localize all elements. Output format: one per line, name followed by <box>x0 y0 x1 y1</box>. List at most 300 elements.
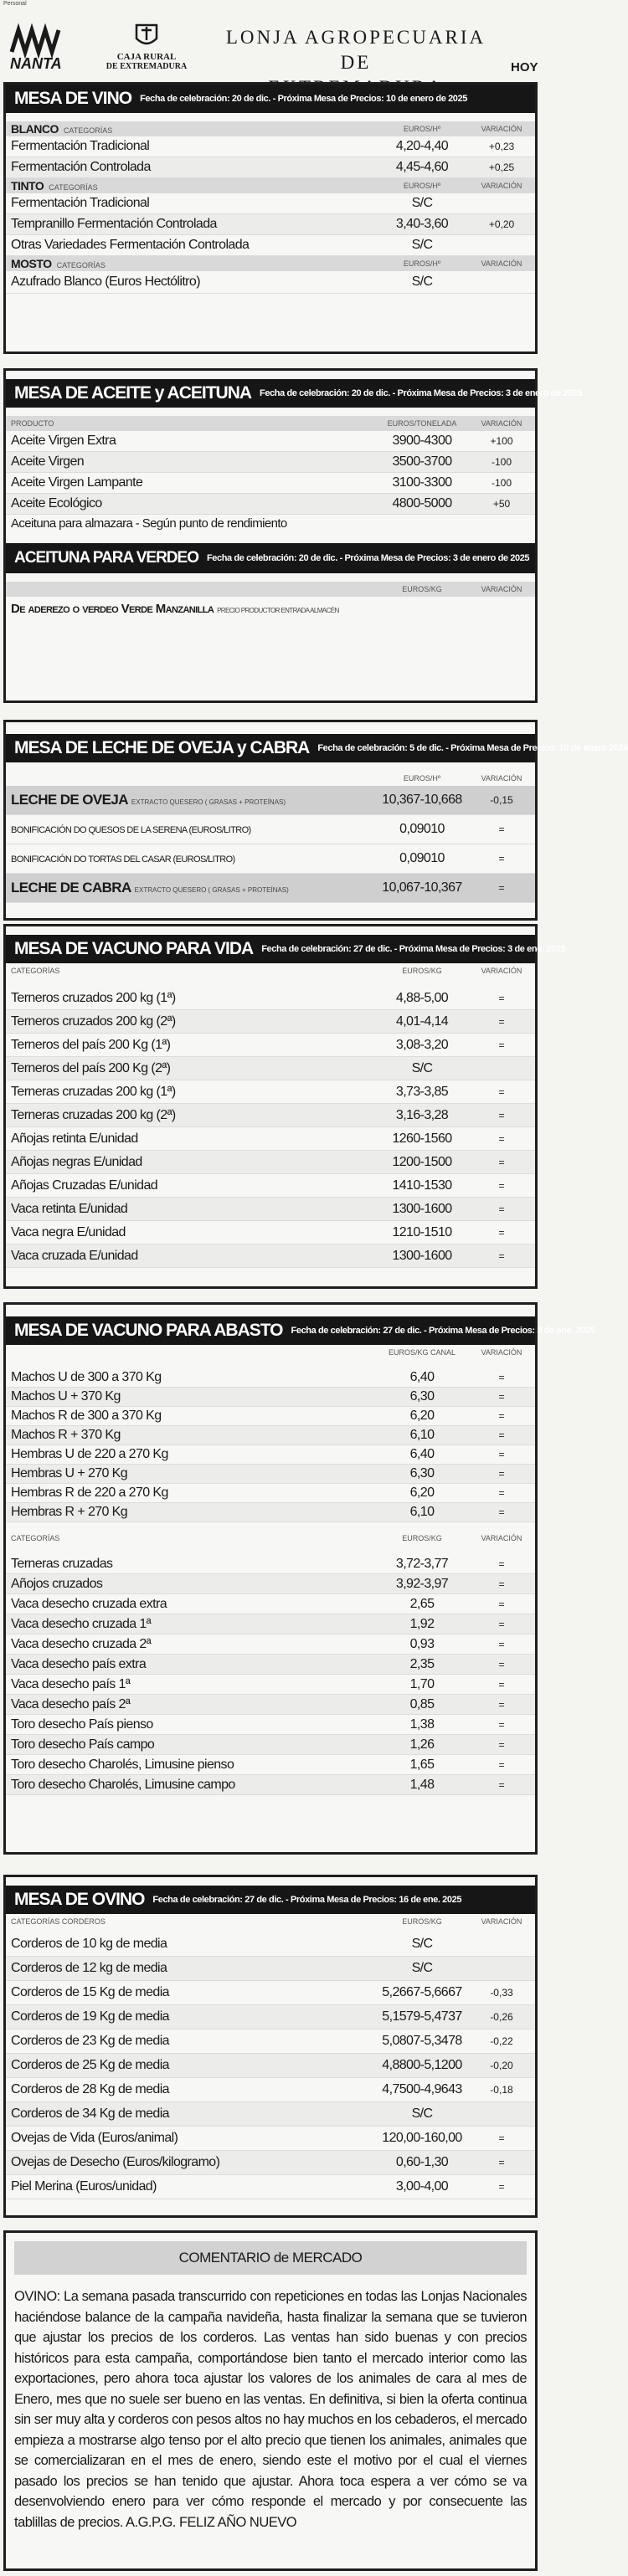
row-name: Ovejas de Vida (Euros/animal) <box>11 2131 178 2145</box>
row-name: Machos R de 300 a 370 Kg <box>11 1409 162 1423</box>
row-variation: = <box>498 1487 505 1499</box>
variation: = <box>498 824 505 835</box>
row-variation: = <box>498 1039 505 1051</box>
table-row <box>6 136 535 157</box>
row-name: Vaca desecho cruzada 2ª <box>11 1636 152 1651</box>
comment-text: OVINO: La semana pasada transcurrido con repeticiones en todas las Lonjas Nacionales haciéndose balance de la campaña navideña, hasta finalizar la semana que se tuvieron que ajustar los precios de los corderos. Las ventas han sido buenas y con precios históricos para esta campaña, comportándose bien tanto el mercado interior como las exportaciones, pero ahora toca ajustar los valores de los animales de cara al mes de Enero, mes que no suele ser bueno en las ventas. En definitiva, si bien la oferta continua sin ser muy alta y corderos con pesos altos no hay muchos en los cebaderos, el mercado empieza a mostrarse algo tenso por el alto precio que tienen los animales, animales que se comercializaran en el mes de enero, siendo este el motivo por el cual el viernes pasado los precios se han tenido que ajustar. Ahora toca espera a ver cómo se va desenvolviendo enero para ver cómo responde el mercado y por consecuente las tablillas de precios. A.G.P.G. FELIZ AÑO NUEVO <box>14 2289 527 2530</box>
price: 0,09010 <box>399 822 445 836</box>
row-price: 1410-1530 <box>392 1178 452 1193</box>
section-dates: Fecha de celebración: 27 de dic. - Próxima Mesa de Precios: 16 de ene. 2025 <box>152 1895 462 1905</box>
section-bar <box>6 1316 595 1345</box>
row-variation: = <box>498 1698 505 1711</box>
row-name: Corderos de 23 Kg de media <box>11 2034 169 2048</box>
row-name: Terneros cruzados 200 kg (1ª) <box>11 990 176 1005</box>
caja-rural-logo <box>100 23 193 74</box>
row-price: 3,40-3,60 <box>395 217 449 231</box>
col-variation: VARIACIÓN <box>481 967 522 975</box>
leche-oveja-row <box>6 786 535 815</box>
row-name: Aceite Virgen <box>11 454 85 469</box>
table-row <box>6 2151 535 2175</box>
row-variation: = <box>498 1226 505 1239</box>
table-row <box>6 1634 535 1655</box>
row-price: 6,40 <box>409 1370 435 1384</box>
section-dates: Fecha de celebración: 20 de dic. - Próxima Mesa de Precios: 3 de enero de 2025 <box>260 388 583 398</box>
col-unit: EUROS/Hº <box>403 774 441 783</box>
row-price: 1260-1560 <box>392 1131 452 1146</box>
row-name: Corderos de 25 Kg de media <box>11 2058 169 2072</box>
row-name: Aceite Ecológico <box>11 496 102 511</box>
table-row <box>6 1174 535 1198</box>
row-name: Fermentación Tradicional <box>11 139 150 153</box>
row-price: S/C <box>411 238 433 252</box>
row-variation: = <box>498 992 505 1004</box>
caja-name-line2: DE EXTREMADURA <box>106 62 188 71</box>
caja-name-line1: CAJA RURAL <box>116 52 177 62</box>
row-price: 0,93 <box>409 1636 435 1651</box>
leche-torta-row <box>6 844 535 874</box>
page-label: Personal <box>3 1 27 7</box>
table-row <box>6 271 535 294</box>
row-name: Vaca cruzada E/unidad <box>11 1248 138 1263</box>
page-header <box>0 8 544 74</box>
leche-cabra-row <box>6 874 535 903</box>
row-price: 1,92 <box>409 1616 435 1631</box>
table-row <box>6 2005 535 2029</box>
row-price: 6,10 <box>409 1505 435 1519</box>
category-sub: CATEGORÍAS <box>63 126 113 135</box>
row-variation: -0,18 <box>490 2084 513 2096</box>
table-row <box>6 2029 535 2054</box>
product-note: EXTRACTO QUESERO ( GRASAS + PROTEÍNAS) <box>134 886 289 894</box>
row-variation: = <box>498 1638 505 1650</box>
category-name: MOSTO <box>11 257 52 270</box>
col-unit: EUROS/TONELADA <box>387 419 457 428</box>
category-sub: CATEGORÍAS <box>49 183 98 192</box>
row-variation: +50 <box>492 498 511 510</box>
row-price: 4,88-5,00 <box>395 990 449 1005</box>
row-name: Hembras U + 270 Kg <box>11 1466 128 1480</box>
row-variation: -100 <box>491 456 512 468</box>
variation-label: VARIACIÓN <box>481 259 522 268</box>
ovino-section <box>3 1875 538 2218</box>
section-bar <box>6 379 583 408</box>
table-row <box>6 1574 535 1594</box>
table-row <box>6 2102 535 2127</box>
table-row <box>6 1484 535 1503</box>
variation: = <box>498 853 505 865</box>
row-name: Tempranillo Fermentación Controlada <box>11 217 217 231</box>
row-price: 4,8800-5,1200 <box>382 2058 462 2072</box>
row-variation: = <box>498 1085 505 1098</box>
table-row <box>6 1445 535 1465</box>
section-dates: Fecha de celebración: 20 de dic. - Próxima Mesa de Precios: 10 de enero de 2025 <box>140 94 467 104</box>
unit-label: EUROS/Hº <box>403 125 441 133</box>
unit-label: EUROS/Hº <box>403 259 441 268</box>
row-price: 1,65 <box>409 1757 435 1772</box>
table-row <box>6 1932 535 1957</box>
row-variation: = <box>498 1738 505 1751</box>
row-name: Azufrado Blanco (Euros Hectólitro) <box>11 275 200 289</box>
row-variation: = <box>498 1132 505 1145</box>
row-variation: = <box>498 1156 505 1168</box>
row-name: Fermentación Tradicional <box>11 196 150 210</box>
vino-section <box>3 82 538 354</box>
price: 0,09010 <box>399 851 445 865</box>
col-variation: VARIACIÓN <box>481 1534 522 1542</box>
row-variation: -0,33 <box>490 1987 513 1999</box>
variation-label: VARIACIÓN <box>481 125 522 133</box>
table-row <box>6 1655 535 1675</box>
row-variation: = <box>498 1449 505 1460</box>
product-name: LECHE DE CABRA <box>11 880 131 895</box>
title-line-1: LONJA AGROPECUARIA DE <box>225 27 486 73</box>
row-variation: = <box>498 1658 505 1670</box>
table-row <box>6 1465 535 1484</box>
row-name: Machos R + 370 Kg <box>11 1428 121 1442</box>
section-title: MESA DE ACEITE y ACEITUNA <box>14 383 252 403</box>
row-price: 3100-3300 <box>392 475 452 490</box>
row-name: Aceite Virgen Extra <box>11 434 116 448</box>
table-row <box>6 1010 535 1034</box>
col-category: CATEGORÍAS <box>11 967 60 975</box>
row-name: Vaca desecho país extra <box>11 1656 147 1671</box>
row-price: 1300-1600 <box>392 1248 452 1263</box>
row-price: 6,20 <box>409 1486 435 1500</box>
table-row <box>6 2175 535 2199</box>
row-variation: = <box>498 1203 505 1215</box>
section-bar <box>6 85 535 113</box>
table-row <box>6 1503 535 1522</box>
row-variation: = <box>498 1429 505 1441</box>
row-price: 4,01-4,14 <box>395 1013 449 1029</box>
col-variation: VARIACIÓN <box>481 419 522 428</box>
row-price: 3500-3700 <box>392 454 452 469</box>
table-row <box>6 1426 535 1445</box>
column-header <box>6 771 535 786</box>
table-row <box>6 2054 535 2078</box>
row-name: Ovejas de Desecho (Euros/kilogramo) <box>11 2155 220 2169</box>
table-row <box>6 1080 535 1104</box>
product-name: BONIFICACIÓN DO QUESOS DE LA SERENA (EUROS/LITRO) <box>11 825 251 835</box>
verdeo-title: ACEITUNA PARA VERDEO <box>14 549 198 567</box>
row-price: 2,35 <box>409 1656 435 1671</box>
table-row <box>6 452 535 473</box>
section-title: MESA DE OVINO <box>14 1890 145 1909</box>
row-price: 3900-4300 <box>392 434 452 448</box>
row-variation: +0,25 <box>488 162 515 173</box>
row-name: Corderos de 34 Kg de media <box>11 2106 169 2121</box>
table-row <box>6 157 535 178</box>
row-name: Aceite Virgen Lampante <box>11 475 143 490</box>
row-variation: = <box>498 1468 505 1480</box>
row-name: Vaca desecho país 1ª <box>11 1676 131 1691</box>
row-name: Terneros del país 200 Kg (1ª) <box>11 1037 171 1052</box>
table-row <box>6 235 535 256</box>
row-variation: = <box>498 1372 505 1383</box>
row-variation: = <box>498 2132 505 2144</box>
table-row <box>6 1715 535 1735</box>
column-header <box>6 582 535 597</box>
leche-section <box>3 720 628 921</box>
row-variation: -0,20 <box>490 2060 513 2071</box>
col-variation: VARIACIÓN <box>481 585 522 593</box>
row-name: Corderos de 12 kg de media <box>11 1961 167 1975</box>
row-name: Terneras cruzadas 200 kg (2ª) <box>11 1107 176 1122</box>
row-variation: = <box>498 1598 505 1610</box>
category-header <box>6 256 535 271</box>
table-row <box>6 214 535 235</box>
table-row <box>6 1775 535 1795</box>
leche-serena-row <box>6 815 535 844</box>
row-price: 6,20 <box>409 1409 435 1423</box>
row-name: Corderos de 19 Kg de media <box>11 2009 169 2024</box>
row-name: Machos U de 300 a 370 Kg <box>11 1370 162 1384</box>
product-name: BONIFICACIÓN DO TORTAS DEL CASAR (EUROS/LITRO) <box>11 854 235 865</box>
section-title: MESA DE LECHE DE OVEJA y CABRA <box>14 738 310 757</box>
row-name: Vaca desecho cruzada 1ª <box>11 1616 152 1631</box>
unit-label: EUROS/Hº <box>403 182 441 190</box>
vacuno-abasto-section <box>3 1302 595 1855</box>
row-name: Añojos cruzados <box>11 1576 103 1591</box>
row-variation: = <box>498 1718 505 1731</box>
row-price: 1300-1600 <box>392 1201 452 1216</box>
row-price: 1,70 <box>409 1676 435 1691</box>
table-row <box>6 1594 535 1614</box>
product-name: LECHE DE OVEJA <box>11 792 128 808</box>
table-row <box>6 1981 535 2005</box>
column-header <box>6 1345 535 1360</box>
category-header <box>6 178 535 193</box>
col-unit: EUROS/KG <box>402 967 442 975</box>
row-price: 4,20-4,40 <box>395 139 449 153</box>
row-name: Otras Variedades Fermentación Controlada <box>11 238 250 252</box>
row-name: Toro desecho País pienso <box>11 1716 153 1732</box>
variation-label: VARIACIÓN <box>481 182 522 190</box>
category-sub: CATEGORÍAS <box>56 261 106 269</box>
row-price: 3,16-3,28 <box>395 1107 449 1122</box>
table-row <box>6 1695 535 1715</box>
col-unit: EUROS/KG <box>402 1917 442 1926</box>
table-row <box>6 473 535 494</box>
day-label: HOY <box>511 60 538 74</box>
category-header <box>6 121 535 136</box>
row-name: Toro desecho Charolés, Limusine pienso <box>11 1757 234 1772</box>
variation: = <box>498 882 505 894</box>
row-price: 6,30 <box>409 1466 435 1480</box>
row-variation: = <box>498 1410 505 1422</box>
verdeo-note: PRECIO PRODUCTOR ENTRADA ALMACÉN <box>217 607 339 614</box>
row-name: Añojas retinta E/unidad <box>11 1131 138 1146</box>
row-name: Toro desecho Charolés, Limusine campo <box>11 1777 235 1792</box>
section-dates: Fecha de celebración: 27 de dic. - Próxima Mesa de Precios: 3 de ene. 2025 <box>291 1326 595 1336</box>
table-row <box>6 1368 535 1388</box>
row-variation: +0,23 <box>488 141 515 152</box>
row-variation: = <box>498 2157 505 2168</box>
row-price: 4800-5000 <box>392 496 452 511</box>
row-price: 1,26 <box>409 1737 435 1752</box>
section-dates: Fecha de celebración: 5 de dic. - Próxima Mesa de Precios: 10 de enero 2024 <box>317 743 628 753</box>
section-title: MESA DE VINO <box>14 89 132 108</box>
vacuno-vida-section <box>3 924 566 1289</box>
row-name: Vaca desecho país 2ª <box>11 1696 131 1711</box>
column-header <box>6 963 535 978</box>
table-row <box>6 1198 535 1221</box>
section-title: MESA DE VACUNO PARA VIDA <box>14 939 254 958</box>
verdeo-dates: Fecha de celebración: 20 de dic. - Próxima Mesa de Precios: 3 de enero de 2025 <box>206 553 530 563</box>
row-price: S/C <box>411 196 433 210</box>
section-bar <box>6 1886 535 1914</box>
col-variation: VARIACIÓN <box>481 1917 522 1926</box>
row-name: Hembras R + 270 Kg <box>11 1505 128 1519</box>
variation: -0,15 <box>490 794 513 806</box>
row-variation: -0,22 <box>490 2035 513 2047</box>
table-row <box>6 1127 535 1151</box>
comment-title: COMENTARIO de MERCADO <box>14 2241 527 2275</box>
aceite-section <box>3 368 583 703</box>
row-price: 3,73-3,85 <box>395 1084 449 1099</box>
row-price: 6,40 <box>409 1447 435 1461</box>
row-price: S/C <box>411 1937 433 1951</box>
row-name: Añojas negras E/unidad <box>11 1154 142 1169</box>
market-comment-section <box>3 2230 538 2571</box>
section-bar <box>6 734 628 762</box>
row-price: 2,65 <box>409 1596 435 1611</box>
table-row <box>6 1675 535 1695</box>
section-dates: Fecha de celebración: 27 de dic. - Próxima Mesa de Precios: 3 de ene. 2025 <box>261 944 566 954</box>
verdeo-name: De aderezo o verdeo Verde Manzanilla <box>11 602 214 616</box>
row-price: 3,00-4,00 <box>395 2179 449 2194</box>
row-price: 1210-1510 <box>392 1224 452 1239</box>
row-price: 120,00-160,00 <box>382 2131 462 2145</box>
row-name: Terneros cruzados 200 kg (2ª) <box>11 1013 176 1029</box>
row-price: S/C <box>411 275 433 289</box>
table-row <box>6 1244 535 1268</box>
table-row <box>6 1755 535 1775</box>
row-variation: = <box>498 1678 505 1691</box>
row-name: Terneras cruzadas <box>11 1556 113 1571</box>
col-unit: EUROS/KG <box>402 1534 442 1542</box>
price: 10,067-10,367 <box>382 880 462 895</box>
row-price: 1,48 <box>409 1777 435 1792</box>
row-price: 5,2667-5,6667 <box>382 1985 462 1999</box>
row-price: 4,7500-4,9643 <box>382 2082 462 2096</box>
product-note: EXTRACTO QUESERO ( GRASAS + PROTEÍNAS) <box>131 798 286 806</box>
section-bar <box>6 935 566 963</box>
row-name: Corderos de 15 Kg de media <box>11 1985 169 1999</box>
row-price: 5,1579-5,4737 <box>382 2009 462 2024</box>
row-price: 3,92-3,97 <box>395 1576 449 1591</box>
table-row <box>6 1057 535 1080</box>
table-row <box>6 1407 535 1426</box>
verdeo-row <box>6 597 535 622</box>
row-name: Machos U + 370 Kg <box>11 1389 121 1403</box>
row-name: Añojas Cruzadas E/unidad <box>11 1178 158 1193</box>
caja-emblem-icon <box>130 23 163 49</box>
row-name: Vaca desecho cruzada extra <box>11 1596 167 1611</box>
row-variation: = <box>498 1578 505 1590</box>
table-row <box>6 1221 535 1244</box>
row-name: Vaca negra E/unidad <box>11 1224 126 1239</box>
row-variation: = <box>498 1179 505 1192</box>
row-variation: -0,26 <box>490 2011 513 2023</box>
row-price: S/C <box>411 2106 433 2121</box>
price: 10,367-10,668 <box>382 793 462 807</box>
row-variation: +100 <box>490 435 513 447</box>
column-header <box>6 1531 535 1546</box>
table-row <box>6 1151 535 1174</box>
row-price: 1,38 <box>409 1716 435 1732</box>
category-name: TINTO <box>11 179 44 192</box>
table-row <box>6 987 535 1010</box>
row-name: Hembras R de 220 a 270 Kg <box>11 1486 168 1500</box>
row-variation: = <box>498 1758 505 1771</box>
row-price: 4,45-4,60 <box>395 160 449 174</box>
row-variation: = <box>498 2181 505 2193</box>
table-row <box>6 1735 535 1755</box>
table-row <box>6 1388 535 1407</box>
table-row <box>6 1554 535 1574</box>
row-name: Toro desecho País campo <box>11 1737 155 1752</box>
row-name: Fermentación Controlada <box>11 160 151 174</box>
row-price: 0,60-1,30 <box>395 2155 449 2169</box>
table-row <box>6 2127 535 2151</box>
row-variation: = <box>498 1250 505 1262</box>
row-name: Piel Merina (Euros/unidad) <box>11 2179 157 2194</box>
row-variation: = <box>498 1618 505 1630</box>
table-row <box>6 1104 535 1127</box>
row-variation: = <box>498 1391 505 1403</box>
column-header <box>6 416 535 431</box>
row-variation: = <box>498 1109 505 1121</box>
row-price: 6,30 <box>409 1389 435 1403</box>
col-variation: VARIACIÓN <box>481 1348 522 1357</box>
svg-text:NANTA: NANTA <box>10 55 62 72</box>
row-price: S/C <box>411 1060 433 1075</box>
row-name: Hembras U de 220 a 270 Kg <box>11 1447 168 1461</box>
olive-note: Aceituna para almazara - Según punto de rendimiento <box>11 516 287 531</box>
table-row <box>6 1957 535 1981</box>
table-row <box>6 1614 535 1634</box>
table-row <box>6 1034 535 1057</box>
row-variation: -100 <box>491 477 512 489</box>
section-title: MESA DE VACUNO PARA ABASTO <box>14 1321 283 1340</box>
row-price: 0,85 <box>409 1696 435 1711</box>
nanta-logo <box>8 25 84 71</box>
row-variation: +0,20 <box>488 218 515 230</box>
category-name: BLANCO <box>11 122 59 136</box>
col-category: CATEGORÍAS CORDEROS <box>11 1917 106 1926</box>
row-price: 6,10 <box>409 1428 435 1442</box>
row-name: Corderos de 28 Kg de media <box>11 2082 169 2096</box>
col-unit: EUROS/KG CANAL <box>388 1348 456 1357</box>
col-variation: VARIACIÓN <box>481 774 522 783</box>
row-name: Terneros del país 200 Kg (2ª) <box>11 1060 171 1075</box>
row-variation: = <box>498 1506 505 1518</box>
row-name: Terneras cruzadas 200 kg (1ª) <box>11 1084 176 1099</box>
table-row <box>6 494 535 515</box>
table-row <box>6 193 535 214</box>
row-name: Vaca retinta E/unidad <box>11 1201 128 1216</box>
row-price: 3,08-3,20 <box>395 1037 449 1052</box>
row-price: S/C <box>411 1961 433 1975</box>
col-unit: EUROS/KG <box>402 585 442 593</box>
row-name: Corderos de 10 kg de media <box>11 1937 167 1951</box>
row-variation: = <box>498 1778 505 1791</box>
column-header <box>6 1914 535 1929</box>
row-price: 3,72-3,77 <box>395 1556 449 1571</box>
row-price: 5,0807-5,3478 <box>382 2034 462 2048</box>
row-variation: = <box>498 1557 505 1570</box>
